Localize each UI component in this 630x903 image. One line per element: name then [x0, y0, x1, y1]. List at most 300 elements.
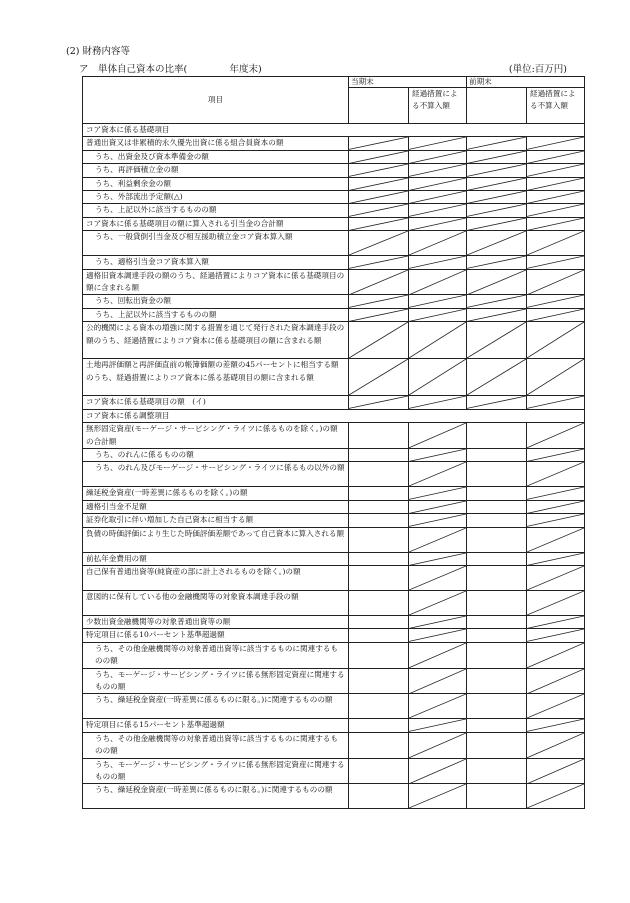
row-label: うち、適格引当金コア資本算入額: [83, 256, 349, 269]
current-transitional-cell[interactable]: [409, 758, 467, 784]
diagonal-hatch: [527, 733, 584, 758]
diagonal-hatch: [349, 137, 408, 149]
diagonal-hatch: [409, 694, 466, 718]
row-label: うち、その他金融機関等の対象普通出資等に該当するものに関連するものの額: [83, 732, 349, 758]
previous-transitional-cell[interactable]: [527, 295, 585, 308]
previous-transitional-cell[interactable]: [527, 137, 585, 150]
previous-transitional-cell[interactable]: [527, 500, 585, 513]
diagonal-hatch: [527, 309, 584, 321]
previous-value-cell[interactable]: [467, 295, 527, 308]
previous-transitional-cell[interactable]: [527, 269, 585, 295]
diagonal-hatch: [527, 151, 584, 163]
table-row: [83, 784, 585, 809]
previous-transitional-cell[interactable]: [527, 565, 585, 590]
previous-value-cell[interactable]: [467, 784, 527, 809]
row-label: コア資本に係る基礎項目の額に算入される引当金の合計額: [83, 217, 349, 230]
current-value-cell[interactable]: [349, 204, 409, 217]
current-value-cell[interactable]: [349, 527, 409, 552]
table-subtitle: [79, 61, 262, 75]
previous-transitional-cell[interactable]: [527, 784, 585, 809]
previous-transitional-cell[interactable]: [527, 732, 585, 758]
previous-transitional-cell[interactable]: [527, 204, 585, 217]
previous-transitional-cell[interactable]: [527, 615, 585, 628]
diagonal-hatch: [467, 204, 526, 216]
previous-transitional-cell[interactable]: [527, 527, 585, 552]
diagonal-hatch: [409, 733, 466, 758]
current-value-cell[interactable]: [349, 784, 409, 809]
previous-value-cell[interactable]: [467, 448, 527, 461]
current-transitional-cell[interactable]: [409, 462, 467, 487]
current-transitional-cell[interactable]: [409, 322, 467, 359]
previous-transitional-cell[interactable]: [527, 322, 585, 359]
subtitle-prefix: ア 単体自己資本の比率(: [79, 64, 188, 75]
previous-transitional-cell[interactable]: [527, 448, 585, 461]
capital-ratio-table: [82, 76, 585, 809]
diagonal-hatch: [349, 309, 408, 321]
diagonal-hatch: [527, 669, 584, 694]
current-value-cell[interactable]: [349, 552, 409, 565]
previous-value-cell[interactable]: [467, 668, 527, 694]
diagonal-hatch: [527, 164, 584, 176]
row-label: うち、上記以外に該当するものの額: [83, 308, 349, 321]
row-label: 前払年金費用の額: [83, 552, 349, 565]
previous-value-cell[interactable]: [467, 137, 527, 150]
current-transitional-cell[interactable]: [409, 694, 467, 719]
diagonal-hatch: [467, 151, 526, 163]
current-transitional-cell[interactable]: [409, 615, 467, 628]
previous-value-cell[interactable]: [467, 615, 527, 628]
previous-transitional-cell[interactable]: [527, 177, 585, 190]
row-label: 適格引当金不足額: [83, 500, 349, 513]
current-transitional-cell[interactable]: [409, 137, 467, 150]
diagonal-hatch: [527, 191, 584, 203]
diagonal-hatch: [409, 359, 466, 395]
diagonal-hatch: [527, 137, 584, 149]
table-row: [83, 256, 585, 269]
row-label: うち、モーゲージ・サービシング・ライツに係る無形固定資産に関連するものの額: [83, 758, 349, 784]
diagonal-hatch: [349, 178, 408, 190]
diagonal-hatch: [409, 784, 466, 808]
diagonal-hatch: [467, 218, 526, 230]
previous-value-cell[interactable]: [467, 694, 527, 719]
current-transitional-cell[interactable]: [409, 217, 467, 230]
current-value-cell[interactable]: [349, 590, 409, 615]
diagonal-hatch: [349, 396, 408, 408]
previous-transitional-cell[interactable]: [527, 423, 585, 449]
diagonal-hatch: [527, 218, 584, 230]
current-transitional-cell[interactable]: [409, 150, 467, 163]
current-transitional-cell[interactable]: [409, 359, 467, 396]
header-current-transitional: 経過措置による不算入額: [409, 88, 467, 124]
header-previous-transitional: 経過措置による不算入額: [527, 88, 585, 124]
header-previous-blank: [467, 88, 527, 124]
diagonal-hatch: [409, 204, 466, 216]
previous-value-cell[interactable]: [467, 758, 527, 784]
previous-value-cell[interactable]: [467, 527, 527, 552]
row-label: うち、出資金及び資本準備金の額: [83, 150, 349, 163]
current-transitional-cell[interactable]: [409, 552, 467, 565]
previous-transitional-cell[interactable]: [527, 668, 585, 694]
diagonal-hatch: [409, 528, 466, 552]
diagonal-hatch: [527, 514, 584, 526]
table-row: [83, 137, 585, 150]
row-label: うち、のれんに係るものの額: [83, 448, 349, 461]
previous-transitional-cell[interactable]: [527, 164, 585, 177]
table-body: [83, 124, 585, 809]
previous-value-cell[interactable]: [467, 732, 527, 758]
diagonal-hatch: [467, 295, 526, 307]
diagonal-hatch: [467, 309, 526, 321]
table-row: [83, 448, 585, 461]
current-transitional-cell[interactable]: [409, 269, 467, 295]
diagonal-hatch: [527, 784, 584, 808]
current-value-cell[interactable]: [349, 615, 409, 628]
previous-transitional-cell[interactable]: [527, 308, 585, 321]
diagonal-hatch: [527, 396, 584, 408]
row-label: 土地再評価額と再評価直前の帳簿価額の差額の45パーセントに相当する額のうち、経過措置によりコア資本に係る基礎項目の額に含まれる額: [83, 359, 349, 396]
row-label: 特定項目に係る10パーセント基準超過額: [83, 629, 349, 642]
diagonal-hatch: [409, 270, 466, 295]
previous-transitional-cell[interactable]: [527, 719, 585, 732]
current-transitional-cell[interactable]: [409, 668, 467, 694]
table-row: [83, 527, 585, 552]
previous-value-cell[interactable]: [467, 150, 527, 163]
diagonal-hatch: [467, 322, 526, 358]
diagonal-hatch: [527, 359, 584, 395]
table-row: [83, 164, 585, 177]
table-row: [83, 269, 585, 295]
previous-value-cell[interactable]: [467, 256, 527, 269]
row-label: コア資本に係る基礎項目の額 (イ): [83, 396, 349, 409]
diagonal-hatch: [409, 191, 466, 203]
diagonal-hatch: [527, 204, 584, 216]
diagonal-hatch: [409, 423, 466, 448]
group-label: コア資本に係る基礎項目: [83, 124, 585, 137]
current-value-cell[interactable]: [349, 396, 409, 409]
row-label: 自己保有普通出資等(純資産の部に計上されるものを除く。)の額: [83, 565, 349, 590]
previous-value-cell[interactable]: [467, 191, 527, 204]
group-row: [83, 124, 585, 137]
previous-value-cell[interactable]: [467, 322, 527, 359]
table-row: [83, 295, 585, 308]
current-value-cell[interactable]: [349, 462, 409, 487]
previous-value-cell[interactable]: [467, 487, 527, 500]
current-value-cell[interactable]: [349, 177, 409, 190]
current-value-cell[interactable]: [349, 269, 409, 295]
diagonal-hatch: [409, 218, 466, 230]
diagonal-hatch: [409, 629, 466, 641]
diagonal-hatch: [409, 164, 466, 176]
diagonal-hatch: [527, 423, 584, 448]
group-label: コア資本に係る調整項目: [83, 409, 585, 422]
table-row: [83, 217, 585, 230]
current-value-cell[interactable]: [349, 565, 409, 590]
diagonal-hatch: [409, 231, 466, 255]
current-value-cell[interactable]: [349, 150, 409, 163]
table-row: [83, 552, 585, 565]
previous-value-cell[interactable]: [467, 204, 527, 217]
table-row: [83, 668, 585, 694]
diagonal-hatch: [527, 462, 584, 486]
diagonal-hatch: [467, 178, 526, 190]
previous-value-cell[interactable]: [467, 177, 527, 190]
header-previous: 前期末: [467, 77, 585, 88]
diagonal-hatch: [527, 759, 584, 784]
diagonal-hatch: [409, 514, 466, 526]
diagonal-hatch: [527, 719, 584, 731]
table-row: [83, 487, 585, 500]
previous-transitional-cell[interactable]: [527, 359, 585, 396]
previous-transitional-cell[interactable]: [527, 231, 585, 256]
current-transitional-cell[interactable]: [409, 500, 467, 513]
row-label: うち、のれん及びモーゲージ・サービシング・ライツに係るもの以外の額: [83, 462, 349, 487]
group-row: [83, 409, 585, 422]
current-value-cell[interactable]: [349, 758, 409, 784]
row-label: うち、外部流出予定額(△): [83, 191, 349, 204]
diagonal-hatch: [467, 396, 526, 408]
table-row: [83, 590, 585, 615]
row-label: 特定項目に係る15パーセント基準超過額: [83, 719, 349, 732]
previous-transitional-cell[interactable]: [527, 462, 585, 487]
row-label: うち、一般貸倒引当金及び相互援助積立金コア資本算入額: [83, 231, 349, 256]
current-value-cell[interactable]: [349, 732, 409, 758]
diagonal-hatch: [527, 528, 584, 552]
diagonal-hatch: [527, 322, 584, 358]
previous-value-cell[interactable]: [467, 359, 527, 396]
previous-transitional-cell[interactable]: [527, 758, 585, 784]
diagonal-hatch: [349, 295, 408, 307]
table-row: [83, 514, 585, 527]
previous-value-cell[interactable]: [467, 514, 527, 527]
previous-transitional-cell[interactable]: [527, 191, 585, 204]
previous-value-cell[interactable]: [467, 565, 527, 590]
row-label: 公的機関による資本の増強に関する措置を通じて発行された資本調達手段の額のうち、経過措置によりコア資本に係る基礎項目の額に含まれる額: [83, 322, 349, 359]
diagonal-hatch: [349, 191, 408, 203]
previous-transitional-cell[interactable]: [527, 629, 585, 642]
table-row: [83, 423, 585, 449]
current-value-cell[interactable]: [349, 137, 409, 150]
row-label: うち、モーゲージ・サービシング・ライツに係る無形固定資産に関連するものの額: [83, 668, 349, 694]
current-transitional-cell[interactable]: [409, 514, 467, 527]
current-transitional-cell[interactable]: [409, 629, 467, 642]
diagonal-hatch: [467, 164, 526, 176]
diagonal-hatch: [409, 501, 466, 513]
current-value-cell[interactable]: [349, 719, 409, 732]
current-value-cell[interactable]: [349, 217, 409, 230]
diagonal-hatch: [409, 669, 466, 694]
table-row: [83, 462, 585, 487]
diagonal-hatch: [527, 643, 584, 668]
diagonal-hatch: [349, 270, 408, 295]
section-title: (2) 財務内容等: [66, 46, 130, 57]
diagonal-hatch: [409, 178, 466, 190]
diagonal-hatch: [527, 501, 584, 513]
diagonal-hatch: [409, 591, 466, 615]
current-transitional-cell[interactable]: [409, 256, 467, 269]
diagonal-hatch: [409, 616, 466, 628]
current-value-cell[interactable]: [349, 642, 409, 668]
current-value-cell[interactable]: [349, 295, 409, 308]
previous-value-cell[interactable]: [467, 217, 527, 230]
row-label: うち、繰延税金資産(一時差異に係るものに限る。)に関連するものの額: [83, 694, 349, 719]
previous-value-cell[interactable]: [467, 231, 527, 256]
diagonal-hatch: [349, 151, 408, 163]
diagonal-hatch: [467, 231, 526, 255]
subtitle-suffix: 年度末): [229, 64, 262, 75]
table-row: [83, 732, 585, 758]
diagonal-hatch: [349, 256, 408, 268]
current-transitional-cell[interactable]: [409, 204, 467, 217]
diagonal-hatch: [409, 487, 466, 499]
unit-label: (単位:百万円): [508, 64, 567, 75]
table-row: [83, 565, 585, 590]
table-row: [83, 359, 585, 396]
previous-value-cell[interactable]: [467, 590, 527, 615]
table-row: [83, 642, 585, 668]
previous-value-cell[interactable]: [467, 719, 527, 732]
previous-value-cell[interactable]: [467, 500, 527, 513]
previous-transitional-cell[interactable]: [527, 150, 585, 163]
table-row: [83, 719, 585, 732]
current-value-cell[interactable]: [349, 256, 409, 269]
diagonal-hatch: [527, 178, 584, 190]
row-label: うち、上記以外に該当するものの額: [83, 204, 349, 217]
previous-value-cell[interactable]: [467, 269, 527, 295]
previous-value-cell[interactable]: [467, 423, 527, 449]
current-transitional-cell[interactable]: [409, 590, 467, 615]
current-value-cell[interactable]: [349, 359, 409, 396]
previous-transitional-cell[interactable]: [527, 552, 585, 565]
row-label: うち、回転出資金の額: [83, 295, 349, 308]
header-current-blank: [349, 88, 409, 124]
current-value-cell[interactable]: [349, 448, 409, 461]
diagonal-hatch: [467, 191, 526, 203]
row-label: 繰延税金資産(一時差異に係るものを除く。)の額: [83, 487, 349, 500]
diagonal-hatch: [409, 719, 466, 731]
previous-transitional-cell[interactable]: [527, 642, 585, 668]
previous-transitional-cell[interactable]: [527, 590, 585, 615]
current-transitional-cell[interactable]: [409, 565, 467, 590]
row-label: 証券化取引に伴い増加した自己資本に相当する額: [83, 514, 349, 527]
diagonal-hatch: [409, 322, 466, 358]
previous-value-cell[interactable]: [467, 629, 527, 642]
current-transitional-cell[interactable]: [409, 527, 467, 552]
previous-value-cell[interactable]: [467, 462, 527, 487]
diagonal-hatch: [409, 295, 466, 307]
current-transitional-cell[interactable]: [409, 642, 467, 668]
current-transitional-cell[interactable]: [409, 231, 467, 256]
diagonal-hatch: [349, 164, 408, 176]
current-transitional-cell[interactable]: [409, 423, 467, 449]
diagonal-hatch: [527, 256, 584, 268]
previous-value-cell[interactable]: [467, 552, 527, 565]
row-label: うち、その他金融機関等の対象普通出資等に該当するものに関連するものの額: [83, 642, 349, 668]
current-transitional-cell[interactable]: [409, 732, 467, 758]
table-row: [83, 629, 585, 642]
current-value-cell[interactable]: [349, 629, 409, 642]
table-row: [83, 396, 585, 409]
table-row: [83, 177, 585, 190]
row-label: うち、繰延税金資産(一時差異に係るものに限る。)に関連するものの額: [83, 784, 349, 809]
row-label: 負債の時価評価により生じた時価評価差額であって自己資本に算入される額: [83, 527, 349, 552]
table-row: [83, 322, 585, 359]
table-row: [83, 758, 585, 784]
diagonal-hatch: [409, 449, 466, 461]
current-transitional-cell[interactable]: [409, 719, 467, 732]
row-label: うち、利益剰余金の額: [83, 177, 349, 190]
current-value-cell[interactable]: [349, 487, 409, 500]
table-row: [83, 204, 585, 217]
previous-value-cell[interactable]: [467, 396, 527, 409]
previous-transitional-cell[interactable]: [527, 514, 585, 527]
row-label: 少数出資金融機関等の対象普通出資等の額: [83, 615, 349, 628]
current-transitional-cell[interactable]: [409, 448, 467, 461]
diagonal-hatch: [527, 591, 584, 615]
diagonal-hatch: [467, 270, 526, 295]
table-row: [83, 500, 585, 513]
current-value-cell[interactable]: [349, 514, 409, 527]
current-value-cell[interactable]: [349, 668, 409, 694]
current-value-cell[interactable]: [349, 308, 409, 321]
current-value-cell[interactable]: [349, 322, 409, 359]
previous-transitional-cell[interactable]: [527, 396, 585, 409]
diagonal-hatch: [349, 231, 408, 255]
diagonal-hatch: [409, 643, 466, 668]
current-value-cell[interactable]: [349, 694, 409, 719]
diagonal-hatch: [527, 566, 584, 590]
current-transitional-cell[interactable]: [409, 191, 467, 204]
current-transitional-cell[interactable]: [409, 396, 467, 409]
diagonal-hatch: [349, 359, 408, 395]
previous-value-cell[interactable]: [467, 308, 527, 321]
current-value-cell[interactable]: [349, 231, 409, 256]
current-transitional-cell[interactable]: [409, 784, 467, 809]
table-row: [83, 231, 585, 256]
current-value-cell[interactable]: [349, 423, 409, 449]
diagonal-hatch: [409, 256, 466, 268]
diagonal-hatch: [409, 553, 466, 565]
row-label: うち、再評価積立金の額: [83, 164, 349, 177]
diagonal-hatch: [349, 218, 408, 230]
diagonal-hatch: [467, 359, 526, 395]
current-transitional-cell[interactable]: [409, 308, 467, 321]
diagonal-hatch: [409, 151, 466, 163]
current-value-cell[interactable]: [349, 164, 409, 177]
current-transitional-cell[interactable]: [409, 295, 467, 308]
table-row: [83, 308, 585, 321]
table-row: [83, 150, 585, 163]
diagonal-hatch: [349, 322, 408, 358]
diagonal-hatch: [527, 449, 584, 461]
row-label: 無形固定資産(モーゲージ・サービシング・ライツに係るものを除く。)の額の合計額: [83, 423, 349, 449]
table-row: [83, 191, 585, 204]
diagonal-hatch: [527, 629, 584, 641]
current-transitional-cell[interactable]: [409, 487, 467, 500]
current-transitional-cell[interactable]: [409, 177, 467, 190]
current-transitional-cell[interactable]: [409, 164, 467, 177]
header-item: 項目: [83, 77, 349, 124]
previous-transitional-cell[interactable]: [527, 217, 585, 230]
previous-value-cell[interactable]: [467, 164, 527, 177]
previous-value-cell[interactable]: [467, 642, 527, 668]
current-value-cell[interactable]: [349, 191, 409, 204]
previous-transitional-cell[interactable]: [527, 694, 585, 719]
current-value-cell[interactable]: [349, 500, 409, 513]
previous-transitional-cell[interactable]: [527, 256, 585, 269]
row-label: 意図的に保有している他の金融機関等の対象資本調達手段の額: [83, 590, 349, 615]
diagonal-hatch: [349, 204, 408, 216]
previous-transitional-cell[interactable]: [527, 487, 585, 500]
